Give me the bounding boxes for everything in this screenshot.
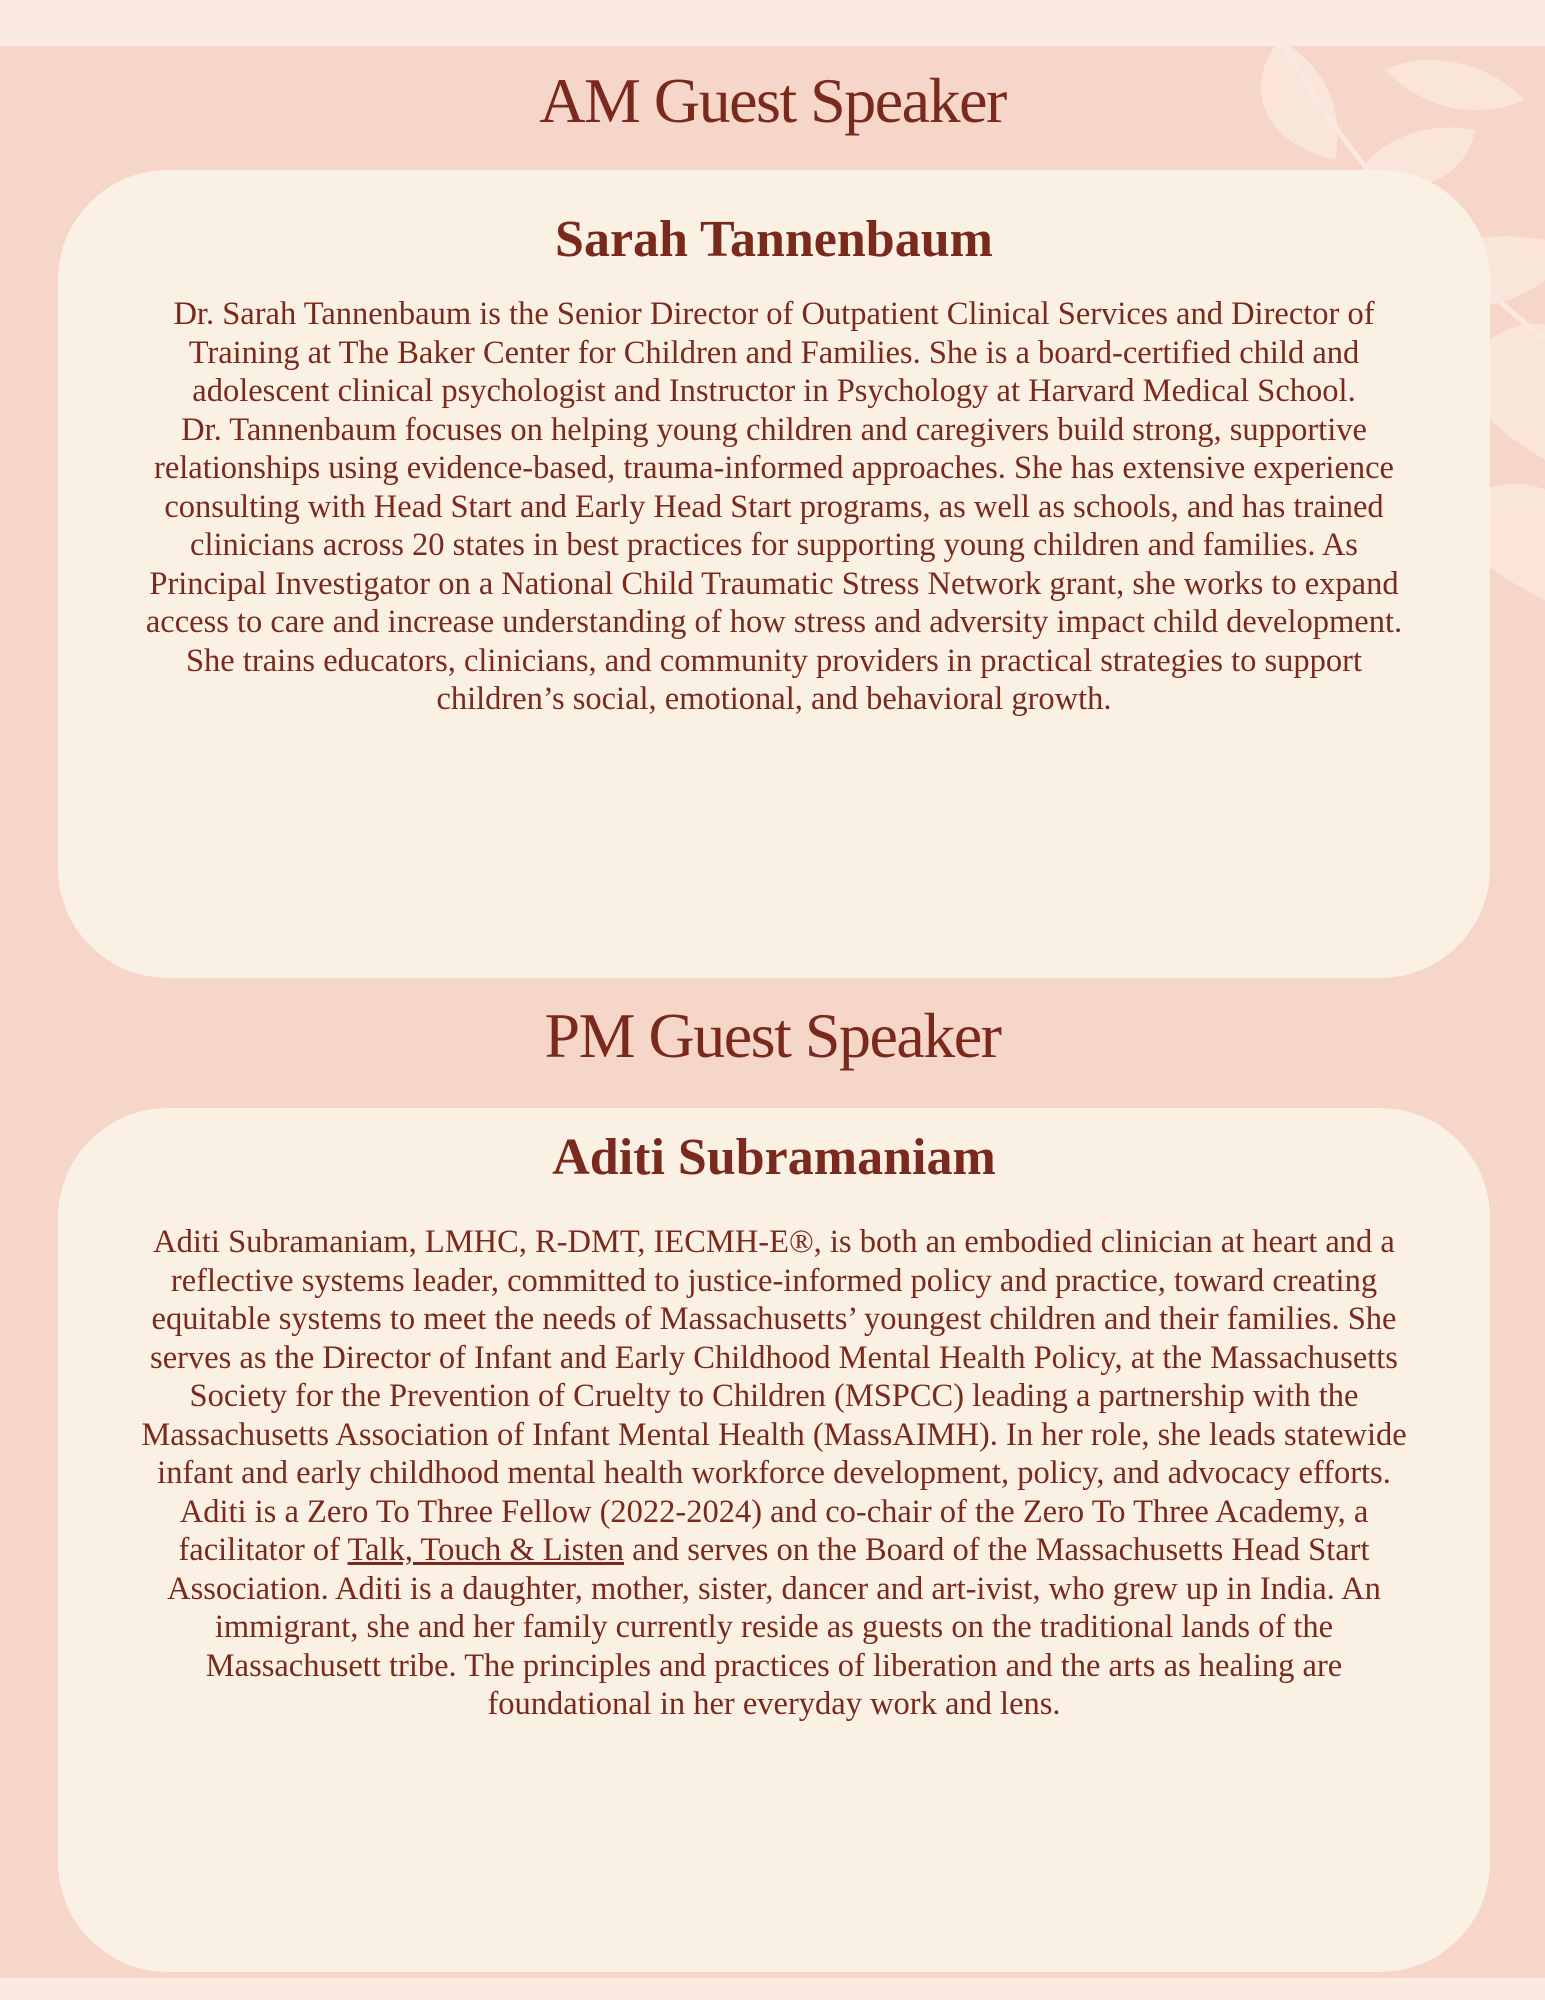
pm-speaker-name: Aditi Subramaniam — [552, 1129, 996, 1186]
am-speaker-card — [58, 170, 1490, 978]
bottom-band — [0, 1978, 1545, 2000]
am-bio-paragraph-2: Dr. Tannenbaum focuses on helping young children and caregivers build strong, supportive relationships using evidence-based, trauma-informed approaches. She has extensive experience consulting with Head Start and Early Head Start programs, as well as schools, and has trained clinicians across 20 states in best practices for supporting young children and families. As Principal Investigator on a National Child Traumatic Stress Network grant, she works to expand access to care and increase understanding of how stress and adversity impact child development. She trains educators, clinicians, and community providers in practical strategies to support children’s social, emotional, and behavioral growth. — [145, 411, 1403, 717]
am-section-heading: AM Guest Speaker — [539, 65, 1006, 136]
pm-bio-paragraph — [128, 1223, 1420, 1724]
am-bio-paragraph-1: Dr. Sarah Tannenbaum is the Senior Director of Outpatient Clinical Services and Director of Training at The Baker Center for Children and Families. She is a board-certified child and adolescent clinical psychologist and Instructor in Psychology at Harvard Medical School. — [173, 296, 1375, 409]
am-speaker-name: Sarah Tannenbaum — [555, 211, 993, 268]
pm-speaker-card — [58, 1108, 1490, 1972]
pm-section-heading: PM Guest Speaker — [544, 1000, 1001, 1071]
pm-bio-text-start: Aditi Subramaniam, LMHC, R-DMT, IECMH-E®, is both an embodied clinician at heart and a reflective systems leader, committed to justice-informed policy and practice, toward creating equitable systems to meet the needs of Massachusetts’ youngest children and their families. She serves as the Director of Infant and Early Childhood Mental Health Policy, at the Massachusetts Society for the Prevention of Cruelty to Children (MSPCC) leading a partnership with the Massachusetts Association of Infant Mental Health (MassAIMH). In her role, she leads statewide infant and early childhood mental health workforce development, policy, and advocacy efforts. Aditi is a Zero To Three Fellow (2022-2024) and co-chair of the Zero To Three Academy, a facilitator of — [141, 1224, 1407, 1568]
talk-touch-listen-link[interactable]: Talk, Touch & Listen — [347, 1532, 625, 1568]
pm-bio-text-end: and serves on the Board of the Massachusetts Head Start Association. Aditi is a daughter, mother, sister, dancer and art-ivist, who grew up in India. An immigrant, she and her family currently reside as guests on the traditional lands of the Massachusett tribe. The principles and practices of liberation and the arts as healing are foundational in her everyday work and lens. — [167, 1532, 1381, 1722]
